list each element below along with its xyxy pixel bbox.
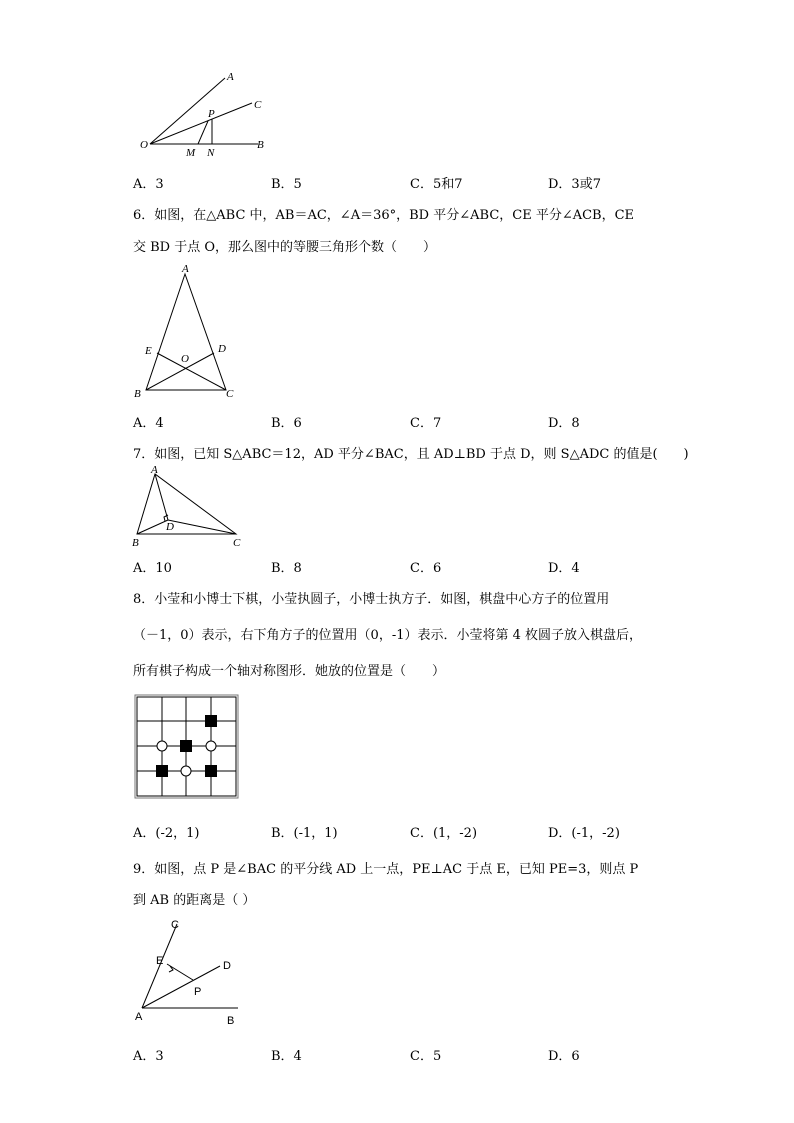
q9-text-line1: 9．如图，点 P 是∠BAC 的平分线 AD 上一点，PE⊥AC 于点 E，已知 PE=3，则点 P bbox=[133, 862, 639, 877]
q9-label-b: B bbox=[227, 1015, 235, 1027]
q8-text-line3: 所有棋子构成一个轴对称图形．她放的位置是（ ） bbox=[133, 664, 446, 679]
square-piece-bottom-right bbox=[205, 765, 217, 777]
q5-option-a: A．3 bbox=[133, 177, 164, 192]
q9-option-d: D．6 bbox=[548, 1049, 580, 1064]
q5-option-b: B．5 bbox=[271, 177, 302, 192]
square-piece bbox=[205, 715, 217, 727]
round-piece bbox=[206, 741, 216, 751]
q8-text-line2: （－1，0）表示，右下角方子的位置用（0，-1）表示．小莹将第 4 枚圆子放入棋盘后， bbox=[133, 628, 643, 643]
q5-label-n: N bbox=[207, 147, 215, 159]
q5-option-c: C．5和7 bbox=[410, 177, 463, 192]
q6-text-line1: 6．如图，在△ABC 中，AB＝AC，∠A＝36°，BD 平分∠ABC，CE 平分∠ACB，CE bbox=[133, 208, 635, 223]
round-piece bbox=[181, 766, 191, 776]
q5-label-a: A bbox=[227, 71, 234, 83]
q9-label-c: C bbox=[171, 919, 179, 931]
q6-figure bbox=[130, 260, 250, 402]
q7-label-d: D bbox=[166, 521, 174, 533]
q7-label-b: B bbox=[132, 537, 139, 549]
q5-label-m: M bbox=[186, 147, 196, 159]
q8-option-d: D．(-1，-2) bbox=[548, 826, 620, 841]
q8-option-a: A．(-2，1) bbox=[133, 826, 200, 841]
q5-label-p: P bbox=[208, 108, 215, 120]
q6-label-e: E bbox=[145, 345, 152, 357]
q7-text: 7．如图，已知 S△ABC＝12，AD 平分∠BAC，且 AD⊥BD 于点 D，则 S△ADC 的值是( ) bbox=[133, 447, 689, 462]
q6-label-a: A bbox=[182, 263, 189, 275]
q8-chessboard bbox=[134, 694, 240, 800]
q5-label-c: C bbox=[254, 99, 262, 111]
q5-label-o: O bbox=[140, 139, 148, 151]
q6-option-c: C．7 bbox=[410, 416, 442, 431]
q5-figure bbox=[130, 66, 280, 162]
q7-option-b: B．8 bbox=[271, 561, 302, 576]
q6-label-c: C bbox=[226, 388, 234, 400]
q7-option-a: A．10 bbox=[133, 561, 172, 576]
q8-option-b: B．(-1，1) bbox=[271, 826, 338, 841]
q6-label-d: D bbox=[218, 343, 226, 355]
q9-text-line2: 到 AB 的距离是（ ） bbox=[133, 893, 256, 908]
q7-figure bbox=[128, 462, 252, 552]
q6-label-b: B bbox=[134, 388, 141, 400]
square-piece bbox=[156, 765, 168, 777]
q7-option-d: D．4 bbox=[548, 561, 580, 576]
q6-option-d: D．8 bbox=[548, 416, 580, 431]
q6-label-o: O bbox=[181, 353, 189, 365]
q9-label-p: P bbox=[194, 986, 202, 998]
q9-label-d: D bbox=[223, 960, 231, 972]
q9-option-b: B．4 bbox=[271, 1049, 302, 1064]
square-piece-center bbox=[180, 740, 192, 752]
q7-label-c: C bbox=[233, 537, 241, 549]
q7-option-c: C．6 bbox=[410, 561, 442, 576]
q9-label-a: A bbox=[135, 1011, 143, 1023]
q9-option-a: A．3 bbox=[133, 1049, 164, 1064]
q8-option-c: C．(1，-2) bbox=[410, 826, 478, 841]
q5-option-d: D．3或7 bbox=[548, 177, 601, 192]
q5-label-b: B bbox=[257, 139, 264, 151]
q6-option-b: B．6 bbox=[271, 416, 302, 431]
q9-label-e: E bbox=[156, 955, 164, 967]
q6-option-a: A．4 bbox=[133, 416, 164, 431]
round-piece bbox=[157, 741, 167, 751]
q9-figure bbox=[130, 912, 250, 1028]
q8-text-line1: 8．小莹和小博士下棋，小莹执圆子，小博士执方子．如图，棋盘中心方子的位置用 bbox=[133, 592, 610, 607]
q7-label-a: A bbox=[151, 464, 158, 476]
q9-option-c: C．5 bbox=[410, 1049, 442, 1064]
q6-text-line2: 交 BD 于点 O，那么图中的等腰三角形个数（ ） bbox=[133, 240, 437, 255]
